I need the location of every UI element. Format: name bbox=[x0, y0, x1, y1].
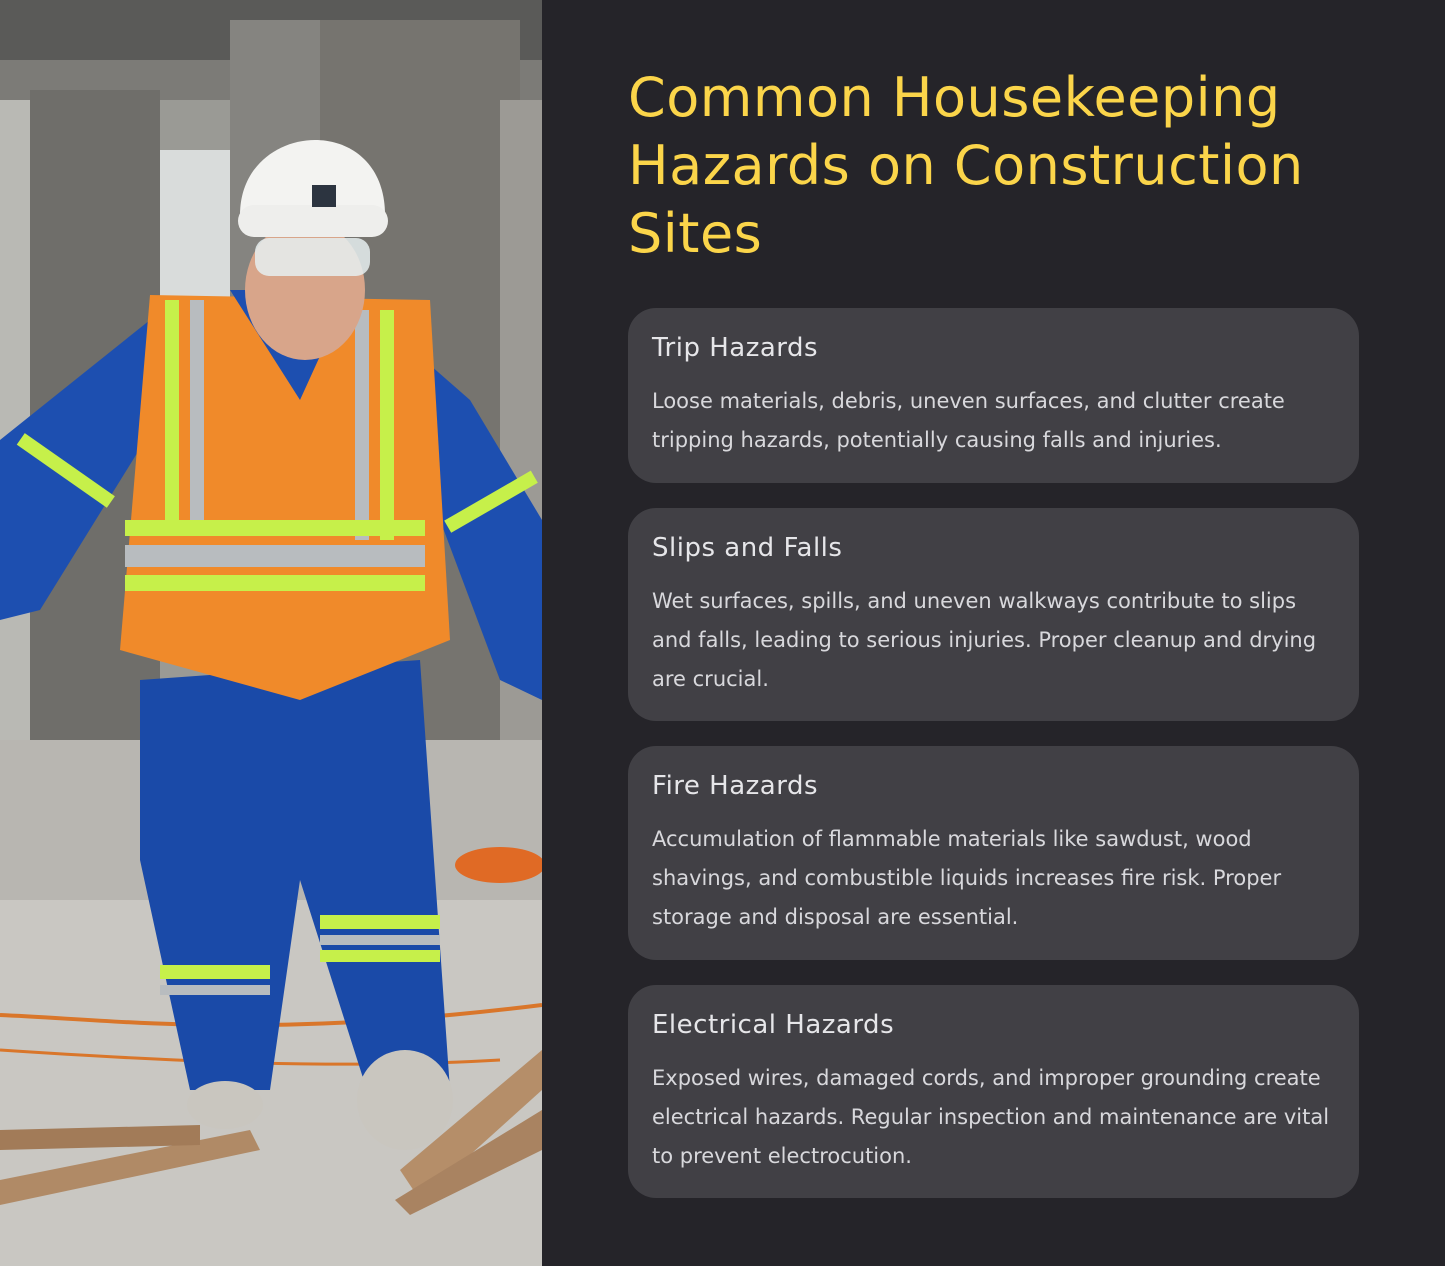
hazard-card-slips bbox=[628, 508, 1359, 721]
page-title: Common Housekeeping Hazards on Construction Sites bbox=[628, 66, 1304, 265]
hazard-card-electrical bbox=[628, 985, 1359, 1198]
hazard-heading: Slips and Falls bbox=[652, 533, 843, 563]
construction-worker-photo bbox=[0, 0, 542, 1266]
hazard-card-fire bbox=[628, 746, 1359, 960]
hazard-description: Wet surfaces, spills, and uneven walkways contribute to slips and falls, leading to serious injuries. Proper cleanup and drying are crucial. bbox=[652, 589, 1317, 691]
hazard-description: Accumulation of flammable materials like sawdust, wood shavings, and combustible liquids increases fire risk. Proper storage and disposal are essential. bbox=[652, 827, 1282, 929]
hazard-description: Loose materials, debris, uneven surfaces, and clutter create tripping hazards, potentially causing falls and injuries. bbox=[652, 389, 1285, 452]
hazard-heading: Fire Hazards bbox=[652, 771, 819, 801]
hazard-card-trip bbox=[628, 308, 1359, 483]
content-panel bbox=[542, 0, 1445, 1266]
hazard-heading: Trip Hazards bbox=[652, 333, 819, 363]
hazard-heading: Electrical Hazards bbox=[652, 1010, 895, 1040]
hazard-description: Exposed wires, damaged cords, and improper grounding create electrical hazards. Regular inspection and maintenance are vital to prevent electrocution. bbox=[652, 1066, 1330, 1168]
